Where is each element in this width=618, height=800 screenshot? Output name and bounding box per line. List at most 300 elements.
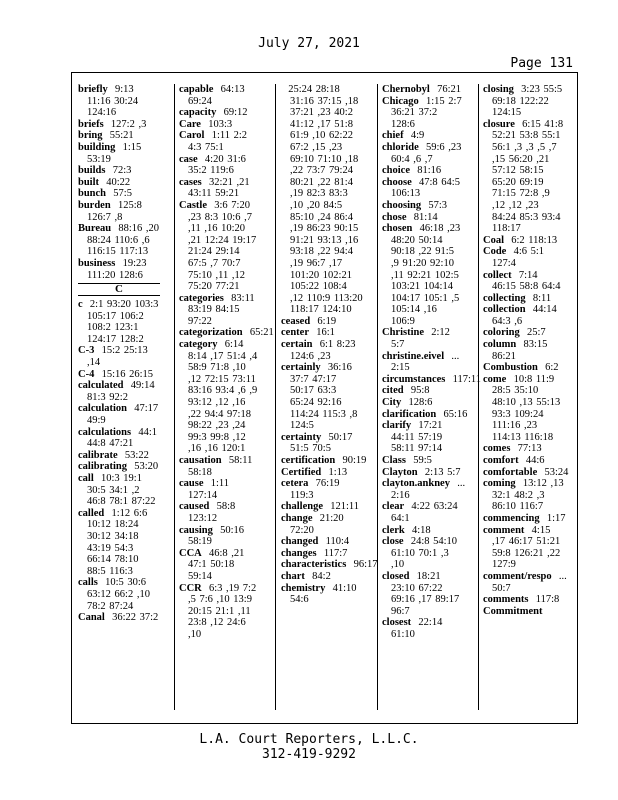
index-entry: [179, 130, 261, 153]
index-term: calculation: [78, 403, 127, 415]
page-line-refs: 41:10 54:6: [290, 582, 357, 606]
page-line-refs: 8:11: [532, 292, 552, 304]
page-line-refs: 65:21: [249, 327, 274, 339]
index-entry: [179, 200, 261, 293]
page-line-refs: 6:15 41:8 52:21 53:8 55:1 56:1 ,3 ,3 ,5 ,7 ,15 56:20 ,21 57:12 58:15 65:20 69:19 71:15 72:8 ,9 ,12 ,12 ,23 84:24 85:3 93:4 118:17: [492, 118, 564, 235]
index-entry: [483, 270, 565, 293]
index-term: Carol: [179, 130, 205, 142]
page-line-refs: 57:5: [113, 188, 132, 200]
index-term: Care: [179, 118, 201, 130]
index-entry: [78, 473, 160, 508]
page-line-refs: 9:13 11:16 30:24 124:16: [87, 84, 139, 119]
page-line-refs: 1:13: [328, 466, 348, 478]
index-term: CCR: [179, 582, 202, 594]
index-entry: [382, 478, 464, 501]
index-term: coloring: [483, 327, 520, 339]
page-line-refs: 53:22: [124, 449, 149, 461]
index-term: bring: [78, 130, 103, 142]
index-term: ceased: [281, 315, 311, 327]
index-entry: [281, 327, 363, 339]
index-entry: [78, 188, 160, 200]
index-term: collecting: [483, 292, 526, 304]
index-term: Chernobyl: [382, 84, 430, 95]
index-entry: [382, 373, 482, 386]
index-entry: [483, 455, 565, 467]
index-entry: [382, 84, 464, 96]
index-entry: [179, 154, 261, 177]
page-line-refs: 10:3 19:1 30:5 34:1 ,2 46:8 78:1 87:22: [87, 473, 156, 508]
index-term: Chicago: [382, 95, 419, 107]
index-entry: [382, 501, 464, 524]
index-entry: [281, 316, 363, 328]
page-line-refs: 49:14 81:3 92:2: [87, 380, 155, 403]
index-entry: [483, 571, 565, 594]
index-entry: [179, 525, 261, 548]
index-entry: [382, 455, 464, 467]
index-term: burden: [78, 199, 111, 211]
page-line-refs: 6:1 8:23 124:6 ,23: [290, 339, 356, 362]
page-line-refs: 16:1: [316, 327, 335, 339]
index-entry: [78, 427, 160, 450]
index-term: center: [281, 327, 309, 339]
index-entry: [382, 351, 464, 374]
index-term: certainly: [281, 362, 321, 374]
index-term: choose: [382, 176, 412, 188]
index-term: City: [382, 397, 402, 409]
index-term: comment: [483, 524, 525, 536]
index-entry: [179, 548, 261, 583]
index-term: comes: [483, 443, 511, 455]
index-entry: [281, 478, 363, 501]
page-line-refs: 25:7: [527, 327, 546, 339]
page-line-refs: 96:17: [353, 559, 378, 571]
page-line-refs: 72:3: [112, 165, 132, 177]
index-entry: [78, 258, 160, 281]
page-line-refs: 83:15 86:21: [492, 339, 548, 362]
page-line-refs: 103:3: [208, 118, 233, 130]
page-line-refs: 19:23 111:20 128:6: [87, 257, 147, 281]
index-entry: [179, 293, 261, 328]
page-line-refs: 58:11 58:18: [188, 455, 253, 478]
page-line-refs: 88:16 ,20 88:24 110:6 ,6 116:15 117:13: [87, 223, 159, 258]
page-line-refs: 77:13: [517, 443, 542, 455]
index-entry: [78, 403, 160, 426]
transcript-date: July 27, 2021: [258, 36, 360, 51]
page-line-refs: 25:24 28:18 31:16 37:15 ,18 37:21 ,23 40:2 41:12 ,17 51:8 61:9 ,10 62:22 67:2 ,15 ,23 69:10 71:10 ,18 ,22 73:7 79:24 80:21 ,22 81:4 ,19 82:3 83:3 ,10 ,20 84:5 85:10 ,24 86:4 ,19 86:23 90:15 91:21 93:13 ,16 93:18 ,22 94:4 ,19 96:7 ,17 101:20 102:21 105:22 108:4 ,12 110:9 113:20 118:17 124:10: [288, 84, 363, 316]
index-term: calibrate: [78, 449, 118, 461]
index-entry: [382, 327, 464, 350]
index-term: calibrating: [78, 461, 127, 473]
index-entry: [382, 385, 464, 397]
index-entry: [179, 339, 261, 455]
index-term: certainty: [281, 431, 322, 443]
page-line-refs: 59:6 ,23 60:4 ,6 ,7: [391, 141, 462, 165]
index-entry: [382, 467, 464, 479]
index-term: circumstances: [382, 373, 446, 385]
index-term: certification: [281, 455, 336, 466]
page-line-refs: 10:5 30:6 63:12 66:2 ,10 78:2 87:24: [87, 577, 150, 612]
page-line-refs: 7:14 46:15 58:8 64:4: [492, 269, 561, 293]
index-entry: [483, 362, 565, 374]
index-entry: [281, 501, 363, 513]
index-term: categorization: [179, 327, 243, 339]
reporter-company: L.A. Court Reporters, L.L.C.: [199, 732, 419, 747]
index-term: cause: [179, 478, 204, 490]
index-entry: [78, 142, 160, 165]
index-entry: [78, 299, 160, 345]
page-line-refs: 4:6 5:1 127:4: [492, 246, 545, 269]
index-term: Clayton: [382, 466, 418, 478]
index-term: CCA: [179, 547, 202, 559]
page-line-refs: 1:15 53:19: [87, 141, 142, 165]
index-entry: [483, 235, 565, 247]
page-line-refs: 1:11 2:2 4:3 75:1: [188, 130, 248, 153]
page-line-refs: 1:17: [546, 512, 566, 524]
index-entry: [483, 327, 565, 339]
page-line-refs: ... 2:16: [391, 478, 466, 501]
index-entry: [78, 177, 160, 189]
index-term: come: [483, 373, 507, 385]
index-entry: [382, 223, 464, 327]
index-term: chief: [382, 130, 404, 142]
index-term: cetera: [281, 478, 309, 490]
page-line-refs: 2:1 93:20 103:3 105:17 106:2 108:2 123:1 124:17 128:2: [87, 299, 159, 345]
index-term: caused: [179, 501, 210, 513]
page-line-refs: 95:8: [410, 385, 430, 397]
index-entry: [382, 571, 464, 617]
page-line-refs: 125:8 126:7 ,8: [87, 199, 142, 223]
index-entry: [483, 478, 565, 513]
page-line-refs: ... 50:7: [492, 570, 567, 594]
page-line-refs: 32:21 ,21 43:11 59:21: [188, 176, 250, 200]
index-term: built: [78, 176, 100, 188]
index-entry: [382, 130, 464, 142]
index-term: certain: [281, 339, 313, 351]
page-line-refs: 65:16: [443, 408, 468, 420]
index-term: called: [78, 507, 105, 519]
index-term: choice: [382, 165, 410, 177]
page-footer: [0, 732, 618, 762]
page-line-refs: 46:18 ,23 48:20 50:14 90:18 ,22 91:5 ,9 91:20 92:10 ,11 92:21 102:5 103:21 104:14 104:17 105:1 ,5 105:14 ,16 106:9: [391, 223, 461, 327]
index-entry: [483, 525, 565, 571]
index-term: Certified: [281, 466, 322, 478]
index-term: change: [281, 512, 313, 524]
page-line-refs: 6:14 8:14 ,17 51:4 ,4 58:9 71:8 ,10 ,12 72:15 73:11 83:16 93:4 ,6 ,9 93:12 ,12 ,16 ,22 94:4 97:18 98:22 ,23 ,24 99:3 99:8 ,12 ,16 ,16 120:1: [188, 339, 258, 455]
page-line-refs: 53:20: [134, 461, 159, 473]
page-line-refs: 10:8 11:9 28:5 35:10 48:10 ,13 55:13 93:3 109:24 111:16 ,23 114:13 116:18: [492, 373, 561, 443]
index-entry: [382, 96, 464, 131]
index-term: building: [78, 141, 116, 153]
index-term: chemistry: [281, 582, 326, 594]
letter-heading: C: [78, 283, 160, 296]
index-entry: [179, 455, 261, 478]
index-entry: [78, 612, 160, 624]
index-term: closest: [382, 617, 412, 629]
index-term: clarification: [382, 408, 437, 420]
index-entry: [78, 84, 160, 119]
page-line-refs: 6:2: [545, 362, 559, 374]
column-divider: [174, 84, 175, 710]
page-line-refs: 18:21 23:10 67:22 69:16 ,17 89:17 96:7: [391, 570, 460, 617]
index-entry: [281, 548, 363, 560]
index-term: capacity: [179, 107, 217, 119]
reporter-phone: 312-419-9292: [262, 747, 356, 762]
index-term: causation: [179, 455, 222, 466]
index-term: Christine: [382, 327, 424, 339]
page-line-refs: 53:24: [544, 466, 569, 478]
page-line-refs: 69:12: [223, 107, 248, 119]
index-entry: [483, 606, 565, 618]
index-entry: [78, 461, 160, 473]
index-entry: [281, 362, 363, 432]
page-line-refs: 59:5: [413, 455, 432, 466]
index-term: category: [179, 339, 218, 351]
column-divider: [377, 84, 378, 710]
index-term: comfortable: [483, 466, 538, 478]
page-line-refs: 4:20 31:6 35:2 119:6: [188, 153, 246, 177]
index-entry: [179, 84, 261, 107]
index-entry: [382, 200, 464, 212]
index-term: comfort: [483, 455, 519, 466]
index-entry: [483, 594, 565, 606]
index-entry: [281, 455, 367, 467]
index-term: builds: [78, 165, 106, 177]
index-term: categories: [179, 292, 224, 304]
page-line-refs: 36:22 37:2: [112, 612, 159, 624]
page-line-refs: 76:21: [437, 84, 462, 95]
index-term: Coal: [483, 234, 504, 246]
index-column-2: [179, 84, 274, 710]
index-entry: [382, 165, 464, 177]
index-term: close: [382, 536, 404, 548]
index-entry: [78, 130, 160, 142]
index-entry: [78, 450, 160, 462]
column-divider: [478, 84, 479, 710]
index-term: business: [78, 257, 116, 269]
index-entry: [281, 432, 363, 455]
page-line-refs: 64:13 69:24: [188, 84, 245, 107]
page-line-refs: 2:12 5:7: [391, 327, 450, 351]
index-term: C-4: [78, 368, 95, 380]
page-line-refs: 4:15 ,17 46:17 51:21 59:8 126:21 ,22 127:9: [492, 524, 561, 571]
page-line-refs: 127:2 ,3: [110, 118, 147, 130]
index-term: chosen: [382, 223, 413, 235]
index-entry: [179, 501, 261, 524]
index-entry: [179, 119, 261, 131]
index-column-5: [483, 84, 569, 710]
index-term: challenge: [281, 501, 323, 513]
index-term: calculated: [78, 380, 124, 392]
page-line-refs: 22:14 61:10: [391, 617, 443, 640]
index-entry: [281, 339, 363, 362]
index-term: closing: [483, 84, 514, 95]
index-term: comments: [483, 594, 529, 606]
page-line-refs: 15:16 26:15: [101, 368, 154, 380]
page-line-refs: 2:13 5:7: [424, 466, 461, 478]
index-entry: [78, 165, 160, 177]
index-term: calculations: [78, 426, 132, 438]
index-entry: [281, 84, 363, 316]
index-term: comment/respo: [483, 570, 552, 582]
index-term: changes: [281, 547, 317, 559]
index-entry: [382, 525, 464, 537]
index-entry: [382, 617, 464, 640]
page-line-refs: 55:21: [109, 130, 134, 142]
index-term: C-3: [78, 345, 95, 357]
index-entry: [483, 293, 565, 305]
index-entry: [382, 408, 468, 421]
index-term: Bureau: [78, 223, 112, 235]
index-term: Commitment: [483, 605, 543, 617]
index-term: chart: [281, 570, 305, 582]
index-entry: [382, 212, 464, 224]
page-line-refs: 117:7: [323, 547, 348, 559]
index-entry: [281, 583, 363, 606]
index-entry: [483, 339, 565, 362]
page-line-refs: 6:2 118:13: [511, 234, 558, 246]
index-term: c: [78, 299, 83, 311]
index-term: christine.eivel: [382, 350, 445, 362]
page-line-refs: 50:16 58:19: [188, 524, 245, 548]
page-line-refs: 24:8 54:10 61:10 70:1 ,3 ,10: [391, 536, 458, 571]
page-line-refs: 47:17 49:9: [87, 403, 159, 427]
index-term: case: [179, 153, 198, 165]
page-line-refs: 121:11: [330, 501, 360, 513]
index-term: Combustion: [483, 362, 538, 374]
index-entry: [281, 559, 378, 571]
index-column-4: [382, 84, 482, 710]
index-entry: [179, 177, 261, 200]
page-line-refs: 4:9: [410, 130, 425, 142]
page-line-refs: 76:19 119:3: [290, 478, 340, 501]
index-term: causing: [179, 524, 213, 536]
index-entry: [179, 327, 274, 339]
index-entry: [483, 119, 565, 235]
index-entry: [179, 478, 261, 501]
page-line-refs: 1:15 2:7 36:21 37:2 128:6: [391, 95, 462, 130]
index-column-3: [281, 84, 378, 710]
page-line-refs: 83:11 83:19 84:15 97:22: [188, 292, 255, 327]
page-line-refs: 1:11 127:14: [188, 478, 230, 501]
index-term: call: [78, 473, 94, 484]
page-line-refs: 117:8: [535, 594, 560, 606]
page-line-refs: 81:16: [417, 165, 442, 177]
index-entry: [281, 467, 363, 479]
page-line-refs: 40:22: [106, 176, 131, 188]
index-entry: [382, 177, 464, 200]
index-term: Canal: [78, 612, 105, 624]
index-term: changed: [281, 536, 319, 548]
page-line-refs: 44:14 64:3 ,6: [492, 304, 557, 327]
index-entry: [78, 380, 160, 403]
index-entry: [483, 304, 565, 327]
index-term: coming: [483, 478, 516, 490]
index-term: capable: [179, 84, 214, 95]
page-line-refs: 4:22 63:24 64:1: [391, 501, 458, 524]
index-term: bunch: [78, 188, 107, 200]
index-entry: [78, 508, 160, 578]
page-line-refs: 117:11: [452, 373, 482, 385]
index-entry: [78, 223, 160, 258]
page-line-refs: 84:2: [312, 570, 331, 582]
index-term: collect: [483, 269, 512, 281]
index-entry: [483, 513, 565, 525]
page-line-refs: 81:14: [413, 211, 438, 223]
page-line-refs: 1:12 6:6 10:12 18:24 30:12 34:18 43:19 54:3 66:14 78:10 88:5 116:3: [87, 507, 148, 577]
column-divider: [275, 84, 276, 710]
index-entry: [281, 536, 363, 548]
page-line-refs: 17:21 44:11 57:19 58:11 97:14: [391, 420, 443, 455]
page-line-refs: 6:19: [317, 315, 337, 327]
index-term: cited: [382, 385, 404, 397]
index-entry: [382, 397, 464, 409]
index-entry: [382, 536, 464, 571]
index-entry: [78, 200, 160, 223]
page-line-refs: 15:2 25:13 ,14: [87, 345, 148, 369]
page-line-refs: 50:17 51:5 70:5: [290, 431, 353, 455]
index-term: closure: [483, 118, 515, 130]
index-term: calls: [78, 577, 98, 589]
index-entry: [281, 571, 363, 583]
index-entry: [281, 513, 363, 536]
index-entry: [78, 119, 160, 131]
index-term: characteristics: [281, 559, 347, 571]
page-line-refs: 90:19: [342, 455, 367, 466]
index-term: Code: [483, 246, 507, 258]
index-term: cases: [179, 176, 202, 188]
page-line-refs: 6:3 ,19 7:2 ,5 7:6 ,10 13:9 20:15 21:1 ,11 23:8 ,12 24:6 ,10: [188, 582, 257, 640]
index-entry: [78, 345, 160, 368]
page-line-refs: 3:6 7:20 ,23 8:3 10:6 ,7 ,11 ,16 10:20 ,21 12:24 19:17 21:24 29:14 67:5 ,7 70:7 75:10 ,11 ,12 75:20 77:21: [188, 199, 257, 293]
index-entry: [483, 374, 565, 444]
page-line-refs: 58:8 123:12: [188, 501, 236, 524]
page-line-refs: 13:12 ,13 32:1 48:2 ,3 86:10 116:7: [492, 478, 564, 513]
page-line-refs: 47:8 64:5 106:13: [391, 176, 460, 200]
page-line-refs: 110:4: [325, 536, 350, 548]
page-line-refs: ... 2:15: [391, 350, 460, 374]
index-entry: [179, 107, 261, 119]
page-line-refs: 46:8 ,21 47:1 50:18 59:14: [188, 547, 245, 582]
index-term: commencing: [483, 512, 540, 524]
page-line-refs: 44:6: [525, 455, 545, 466]
index-entry: [483, 84, 565, 119]
index-column-1: [78, 84, 160, 710]
index-term: chose: [382, 211, 407, 223]
index-term: clarify: [382, 420, 412, 432]
index-entry: [78, 369, 160, 381]
index-term: choosing: [382, 199, 422, 211]
index-term: Castle: [179, 199, 207, 211]
index-entry: [78, 577, 160, 612]
index-entry: [483, 443, 565, 455]
page-line-refs: 4:18: [412, 524, 431, 536]
index-entry: [483, 466, 569, 479]
index-entry: [382, 142, 464, 165]
index-term: collection: [483, 304, 526, 316]
index-term: closed: [382, 570, 410, 582]
page-line-refs: 44:1 44:8 47:21: [87, 426, 158, 450]
index-term: clayton.ankney: [382, 478, 450, 490]
index-entry: [483, 246, 565, 269]
page-line-refs: 21:20 72:20: [290, 512, 344, 536]
index-entry: [179, 583, 261, 641]
index-entry: [382, 420, 464, 455]
index-term: column: [483, 339, 517, 351]
index-term: briefly: [78, 84, 108, 95]
page-line-refs: 3:23 55:5 69:18 122:22 124:15: [492, 84, 563, 119]
page-number: Page 131: [510, 56, 573, 71]
page-line-refs: 57:3: [428, 199, 448, 211]
